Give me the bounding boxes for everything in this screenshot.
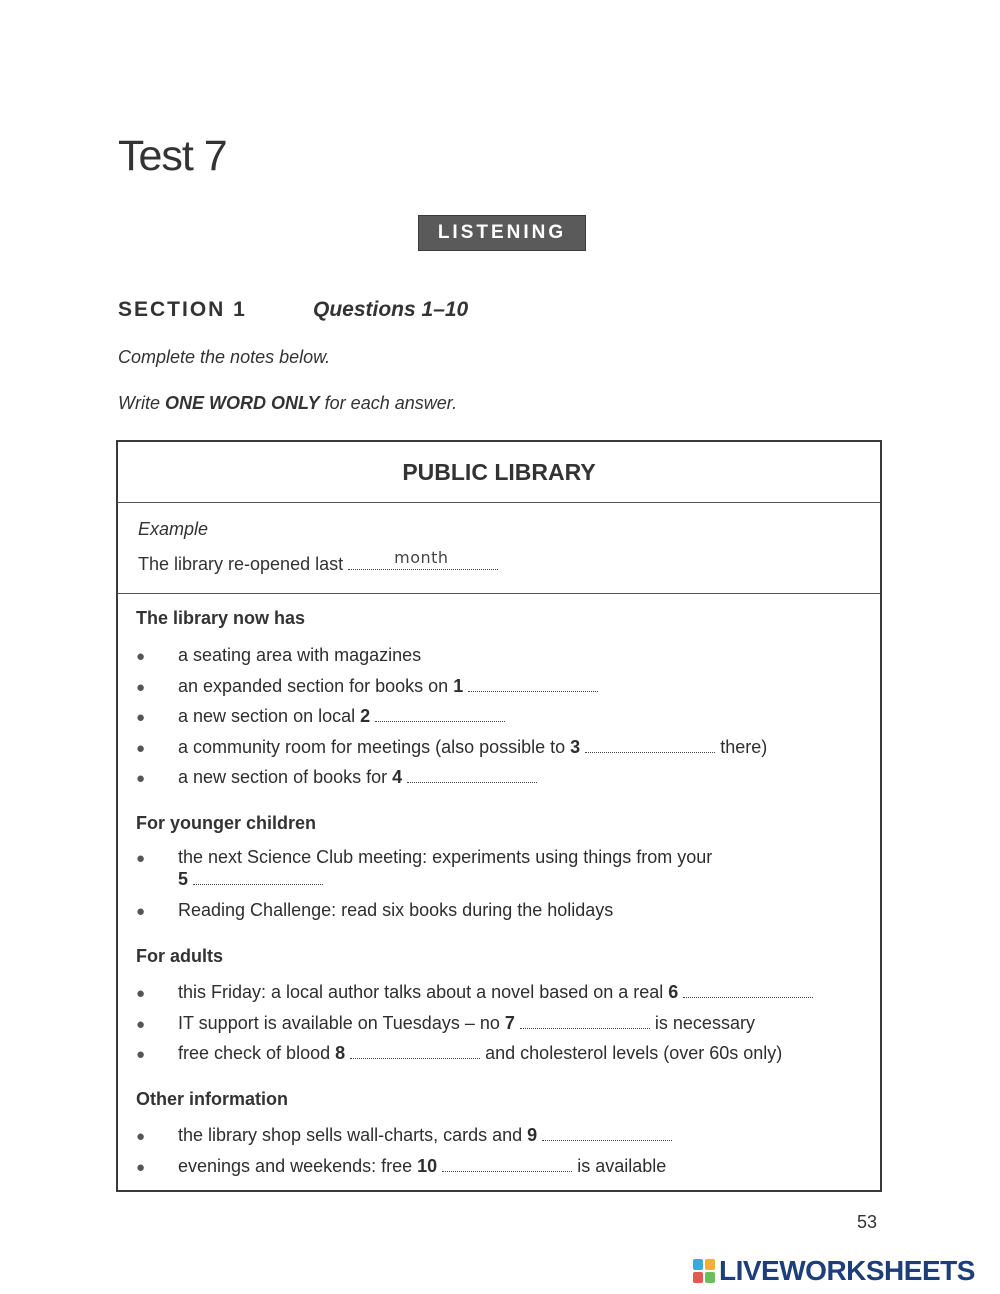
question-number-3: 3 [570,737,581,757]
question-number-8: 8 [335,1043,346,1063]
answer-blank-5[interactable] [193,870,323,885]
bullet-icon: ● [136,770,146,787]
example-line [138,548,498,575]
answer-blank-6[interactable] [683,983,813,998]
list-item-text: IT support is available on Tuesdays – no [178,1013,505,1033]
list-item-text: evenings and weekends: free [178,1156,418,1176]
bullet-icon: ● [136,1046,146,1063]
page-title: Test 7 [118,132,227,180]
list-item-text: a new section on local [178,706,361,726]
bullet-icon: ● [136,1159,146,1176]
example-label: Example [138,519,209,539]
list-item-text: a seating area with magazines [178,645,422,665]
section-questions: Questions 1–10 [313,298,469,321]
list-item-text: a new section of books for [178,767,393,787]
list-item-text-after: is necessary [649,1013,755,1033]
answer-blank-4[interactable] [407,768,537,783]
example-answer: month [394,548,449,567]
liveworksheets-logo-text: LIVEWORKSHEETS [719,1255,975,1286]
notes-title-row [118,442,880,503]
notes-box [116,440,882,1192]
instruction-word-limit-pre: Write [118,393,165,413]
question-number-9: 9 [527,1125,538,1145]
list-item-text-after: is available [572,1156,667,1176]
notes-title: PUBLIC LIBRARY [402,458,596,485]
answer-blank-1[interactable] [468,677,598,692]
list-item-text: the next Science Club meeting: experiments using things from your [178,847,713,867]
question-number-1: 1 [453,676,464,696]
group-heading-other-information: Other information [136,1089,288,1109]
logo-tile [705,1259,715,1270]
list-item [136,847,870,868]
list-item-text-after: and cholesterol levels (over 60s only) [480,1043,783,1063]
instruction-word-limit-bold: ONE WORD ONLY [165,393,320,413]
question-number-4: 4 [392,767,403,787]
answer-blank-9[interactable] [542,1126,672,1141]
bullet-icon: ● [136,740,146,757]
instruction-complete-notes: Complete the notes below. [118,347,331,367]
list-item-text: this Friday: a local author talks about a novel based on a real [178,982,669,1002]
bullet-icon: ● [136,1016,146,1033]
list-item [136,645,870,666]
list-item [136,737,870,758]
list-item-continuation [178,869,870,890]
answer-blank-2[interactable] [375,707,505,722]
list-item-text-after: there) [715,737,768,757]
bullet-icon: ● [136,850,146,867]
page-number: 53 [857,1212,878,1232]
logo-tile [705,1272,715,1283]
list-item [136,1013,870,1034]
list-item [136,767,870,788]
logo-tile [693,1272,703,1283]
group-heading-library-now-has: The library now has [136,608,306,628]
group-heading-adults: For adults [136,946,224,966]
answer-blank-7[interactable] [520,1014,650,1029]
bullet-icon: ● [136,903,146,920]
list-item [136,1043,870,1064]
list-item-text: the library shop sells wall-charts, cards and [178,1125,528,1145]
example-answer-blank [348,548,498,570]
answer-blank-8[interactable] [350,1044,480,1059]
instruction-word-limit [118,393,457,414]
answer-blank-10[interactable] [442,1157,572,1172]
question-number-5: 5 [178,869,189,889]
section-label: SECTION 1 [118,298,247,321]
bullet-icon: ● [136,648,146,665]
list-item [136,1156,870,1177]
bullet-icon: ● [136,1128,146,1145]
question-number-7: 7 [504,1013,515,1033]
liveworksheets-logo[interactable] [693,1255,975,1287]
example-text: The library re-opened last [138,554,344,574]
list-item-text: an expanded section for books on [178,676,454,696]
answer-blank-3[interactable] [585,738,715,753]
example-row [118,502,880,594]
bullet-icon: ● [136,679,146,696]
liveworksheets-logo-icon [693,1259,715,1283]
logo-tile [693,1259,703,1270]
question-number-6: 6 [668,982,679,1002]
question-number-10: 10 [417,1156,438,1176]
list-item [136,982,870,1003]
group-heading-younger-children: For younger children [136,813,317,833]
instruction-word-limit-post: for each answer. [319,393,458,413]
list-item-text: free check of blood [178,1043,336,1063]
list-item [136,900,870,921]
listening-badge: LISTENING [418,215,586,251]
bullet-icon: ● [136,709,146,726]
bullet-icon: ● [136,985,146,1002]
list-item-text: a community room for meetings (also possible to [178,737,571,757]
question-number-2: 2 [360,706,371,726]
list-item-text: Reading Challenge: read six books during the holidays [178,900,614,920]
list-item [136,676,870,697]
list-item [136,706,870,727]
list-item [136,1125,870,1146]
